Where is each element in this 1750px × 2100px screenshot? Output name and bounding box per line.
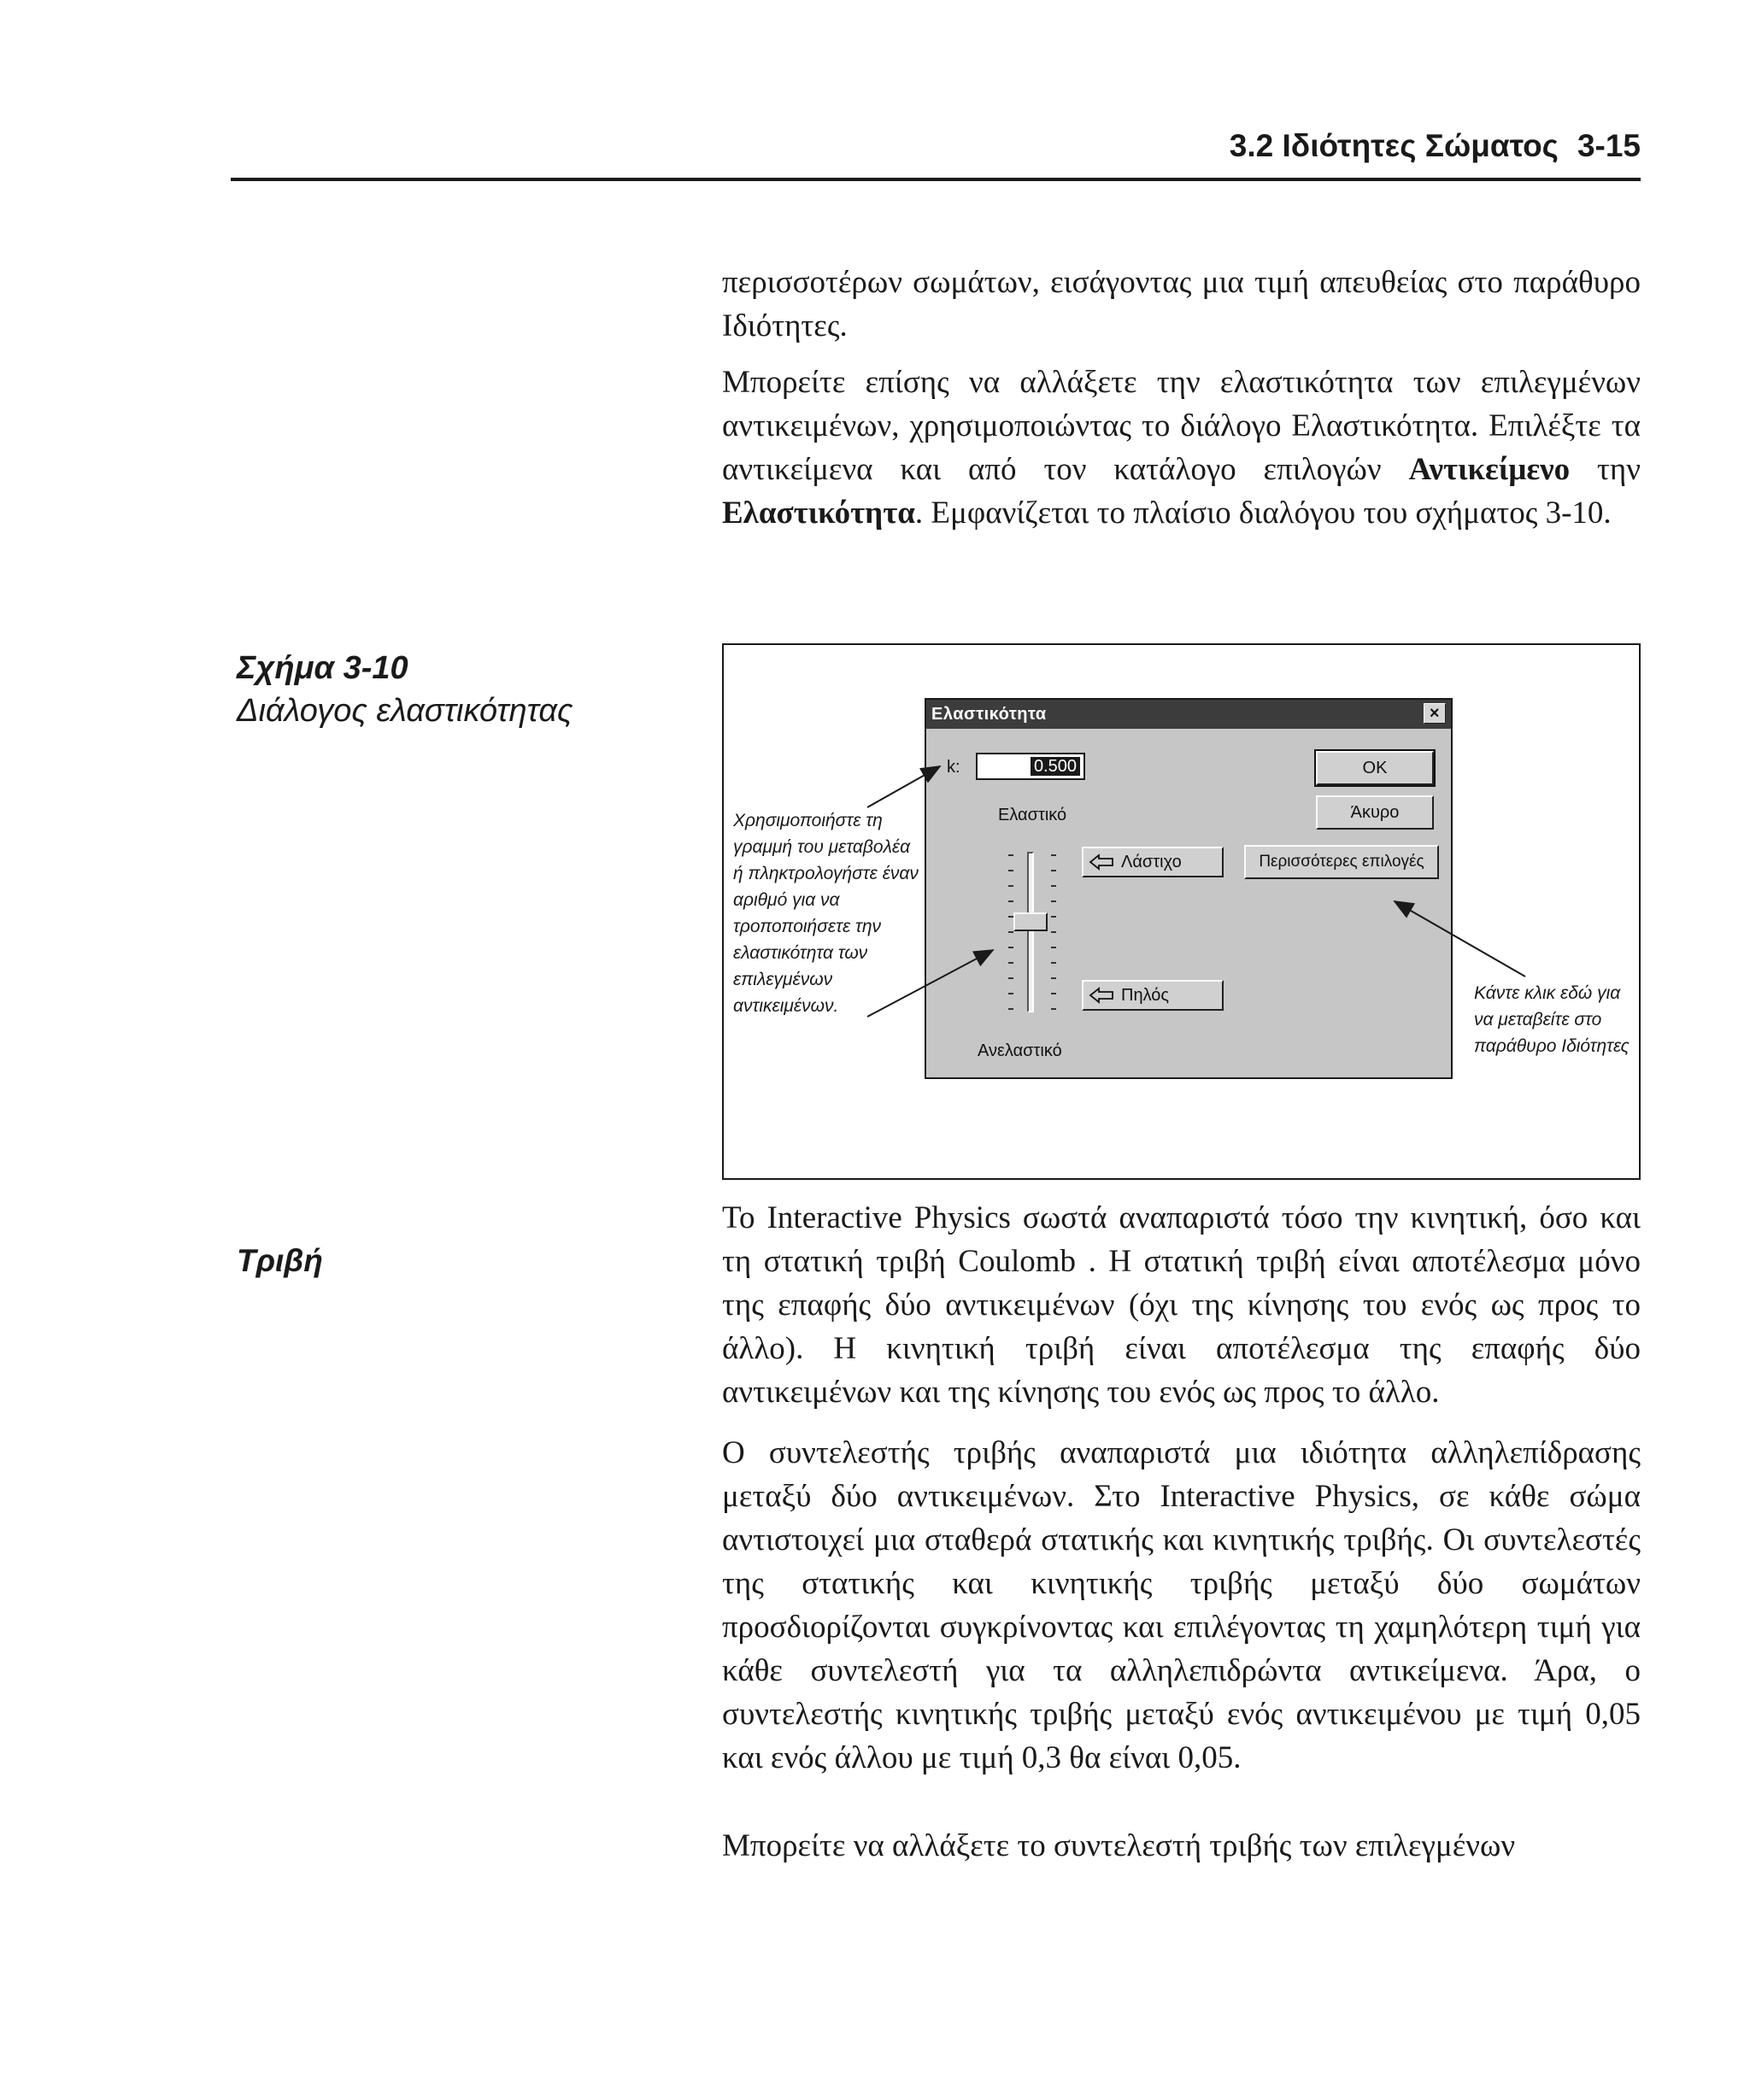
rubber-preset-button[interactable] bbox=[1082, 847, 1224, 877]
paragraph-2-text-b: την bbox=[1570, 452, 1641, 487]
inelastic-label: Ανελαστικό bbox=[978, 1041, 1062, 1060]
ok-button[interactable]: OK bbox=[1316, 751, 1434, 785]
side-heading-friction: Τριβή bbox=[237, 1243, 323, 1278]
k-label: k: bbox=[947, 758, 960, 777]
menu-name-object: Αντικείμενο bbox=[1408, 452, 1571, 487]
left-arrow-icon bbox=[1089, 853, 1114, 871]
paragraph-3: Το Interactive Physics σωστά αναπαριστά τόσο την κινητική, όσο και τη στατική τριβή Coulomb . Η στατική τριβή είναι αποτέλεσμα μόνο της επαφής δύο αντικειμένων (όχι της κίνησης του ενός ως προς το άλλο). Η κινητική τριβή είναι αποτέλεσμα της επαφής δύο αντικειμένων και της κίνησης του ενός ως προς το άλλο. bbox=[722, 1200, 1641, 1410]
left-arrow-icon bbox=[1089, 987, 1114, 1004]
mud-preset-button[interactable] bbox=[1082, 980, 1224, 1011]
paragraph-1: περισσοτέρων σωμάτων, εισάγοντας μια τιμή απευθείας στο παράθυρο Ιδιότητες. bbox=[722, 265, 1641, 343]
elasticity-slider-track[interactable] bbox=[1027, 852, 1034, 1012]
paragraph-2-text-a: Μπορείτε επίσης να αλλάξετε την ελαστικότητα των επιλεγμένων αντικειμένων, χρησιμοποιώντας το διάλογο Ελαστικότητα. Επιλέξτε τα αντικείμενα και από τον κατάλογο επιλογών bbox=[722, 365, 1641, 487]
figure-caption bbox=[237, 647, 573, 732]
elastic-label: Ελαστικό bbox=[998, 806, 1067, 824]
slider-ticks-left bbox=[1008, 853, 1013, 1011]
figure-caption-text: Διάλογος ελαστικότητας bbox=[237, 693, 573, 729]
k-value-input[interactable] bbox=[976, 753, 1085, 780]
more-options-button[interactable]: Περισσότερες επιλογές bbox=[1244, 845, 1439, 879]
cancel-button[interactable]: Άκυρο bbox=[1316, 795, 1434, 830]
right-annotation: Κάντε κλικ εδώ για να μεταβείτε στο παράθυρο Ιδιότητες bbox=[1474, 983, 1630, 1056]
left-annotation: Χρησιμοποιήστε τη γραμμή του μεταβολέα ή πληκτρολογήστε έναν αριθμό για να τροποποιήσετε την ελαστικότητα των επιλεγμένων αντικειμένων. bbox=[733, 811, 919, 1016]
mud-preset-label: Πηλός bbox=[1121, 986, 1170, 1005]
elasticity-dialog bbox=[925, 698, 1453, 1079]
slider-ticks-right bbox=[1051, 853, 1056, 1011]
menu-command-elasticity: Ελαστικότητα bbox=[722, 496, 915, 531]
header-rule bbox=[231, 178, 1641, 181]
figure-number: Σχήμα 3-10 bbox=[237, 650, 408, 686]
dialog-titlebar bbox=[926, 700, 1451, 729]
paragraph-2 bbox=[722, 361, 1641, 535]
header-section-title: 3.2 Ιδιότητες Σώματος bbox=[1229, 128, 1559, 163]
paragraph-5: Μπορείτε να αλλάξετε το συντελεστή τριβής των επιλεγμένων bbox=[722, 1828, 1516, 1863]
running-header bbox=[231, 128, 1641, 166]
close-button[interactable]: × bbox=[1424, 703, 1446, 724]
header-page-number: 3-15 bbox=[1577, 128, 1641, 163]
dialog-title: Ελαστικότητα bbox=[931, 705, 1047, 724]
rubber-preset-label: Λάστιχο bbox=[1121, 853, 1182, 871]
paragraph-4: Ο συντελεστής τριβής αναπαριστά μια ιδιότητα αλληλεπίδρασης μεταξύ δύο αντικειμένων. Στο Interactive Physics, σε κάθε σώμα αντιστοιχεί μια σταθερά στατικής και κινητικής τριβής. Οι συντελεστές της στατικής και κινητικής τριβής μεταξύ δύο σωμάτων προσδιορίζονται συγκρίνοντας και επιλέγοντας τη χαμηλότερη τιμή για κάθε συντελεστή για τα αλληλεπιδρώντα αντικείμενα. Άρα, ο συντελεστής κινητικής τριβής μεταξύ ενός αντικειμένου με τιμή 0,05 και ενός άλλου με τιμή 0,3 θα είναι 0,05. bbox=[722, 1435, 1641, 1775]
elasticity-slider-thumb[interactable] bbox=[1013, 912, 1048, 931]
k-value: 0.500 bbox=[1031, 757, 1080, 776]
paragraph-2-text-c: . Εμφανίζεται το πλαίσιο διαλόγου του σχήματος 3-10. bbox=[914, 496, 1612, 531]
